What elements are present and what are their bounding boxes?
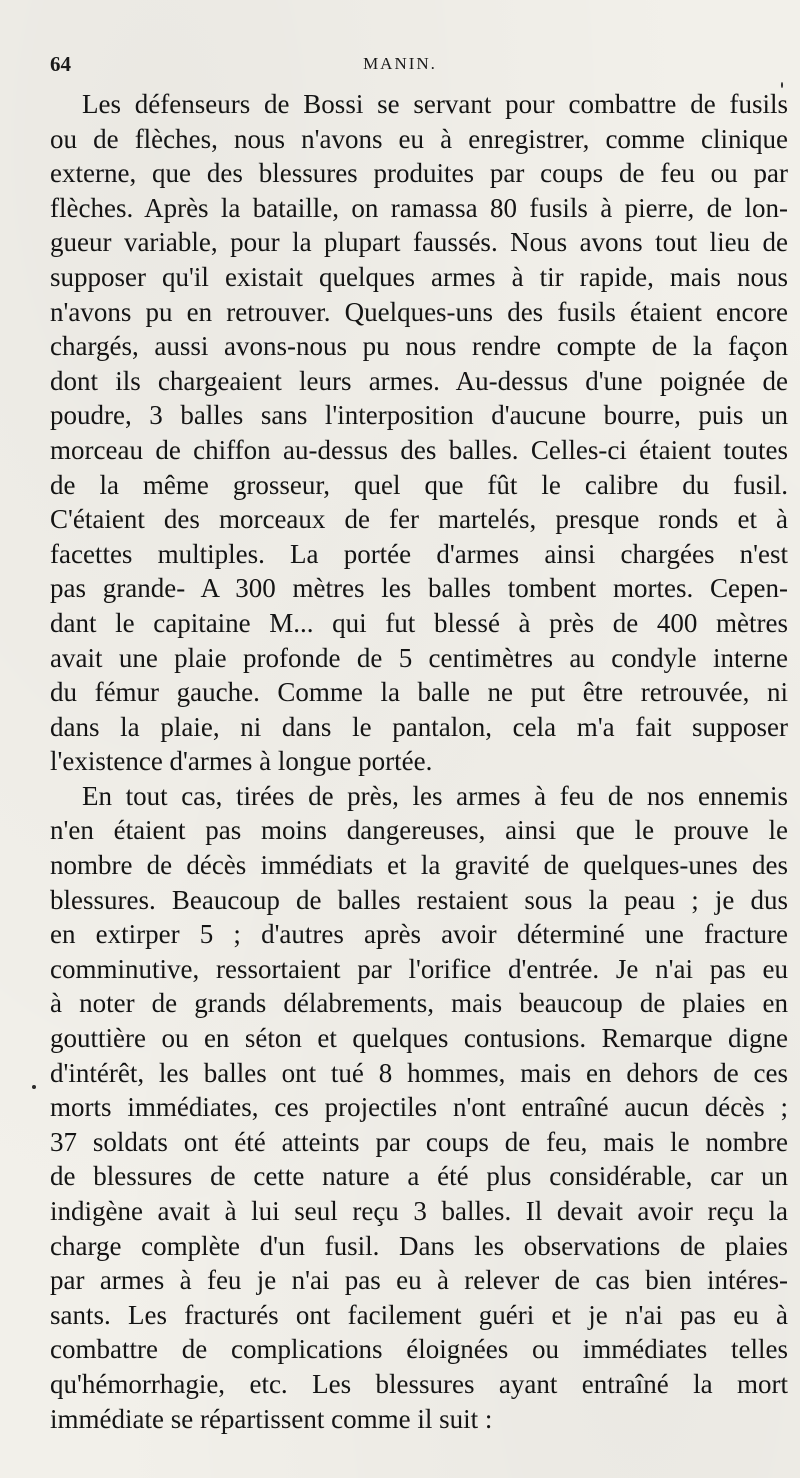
text-line: qu'hémorrhagie, etc. Les blessures ayant entraîné la mort: [50, 1368, 788, 1399]
text-line: indigène avait à lui seul reçu 3 balles. Il devait avoir reçu la: [50, 1196, 788, 1226]
text-line: de blessures de cette nature a été plus considérable, car un: [50, 1161, 788, 1192]
text-line: n'en étaient pas moins dangereuses, ainsi que le prouve le: [50, 815, 788, 846]
text-line: gueur variable, pour la plupart faussés. Nous avons tout lieu de: [50, 227, 788, 258]
text-line: d'intérêt, les balles ont tué 8 hommes, mais en dehors de ces: [50, 1057, 788, 1088]
text-line: externe, que des blessures produites par coups de feu ou par: [50, 158, 788, 189]
text-line: poudre, 3 balles sans l'interposition d'aucune bourre, puis un: [50, 400, 788, 431]
text-line: morceau de chiffon au-dessus des balles. Celles-ci étaient toutes: [50, 434, 788, 465]
paragraph-end-line: l'existence d'armes à longue portée.: [50, 746, 433, 777]
text-line: charge complète d'un fusil. Dans les observations de plaies: [50, 1230, 788, 1261]
text-line: ou de flèches, nous n'avons eu à enregistrer, comme clinique: [50, 123, 788, 154]
body-text: [50, 87, 788, 1436]
paragraph-end-line: immédiate se répartissent comme il suit :: [50, 1403, 493, 1434]
text-line: 37 soldats ont été atteints par coups de feu, mais le nombre: [50, 1126, 788, 1157]
text-line: dans la plaie, ni dans le pantalon, cela m'a fait supposer: [50, 711, 788, 742]
scan-speck: [781, 82, 783, 88]
text-line: morts immédiates, ces projectiles n'ont entraîné aucun décès ;: [50, 1092, 788, 1123]
text-line: sants. Les fracturés ont facilement guéri et je n'ai pas eu à: [50, 1299, 788, 1330]
page-number: 64: [50, 52, 71, 76]
text-line: Les défenseurs de Bossi se servant pour combattre de fusils: [82, 89, 788, 119]
text-line: nombre de décès immédiats et la gravité de quelques-unes des: [50, 850, 788, 881]
text-line: n'avons pu en retrouver. Quelques-uns des fusils étaient encore: [50, 296, 788, 327]
text-line: dant le capitaine M... qui fut blessé à près de 400 mètres: [50, 607, 788, 638]
text-line: du fémur gauche. Comme la balle ne put être retrouvée, ni: [50, 677, 788, 708]
text-line: chargés, aussi avons-nous pu nous rendre compte de la façon: [50, 331, 788, 362]
running-title: MANIN.: [363, 54, 437, 73]
text-line: C'étaient des morceaux de fer martelés, presque ronds et à: [50, 504, 788, 535]
text-line: avait une plaie profonde de 5 centimètres au condyle interne: [50, 642, 788, 673]
text-line: gouttière ou en séton et quelques contusions. Remarque digne: [50, 1023, 788, 1054]
text-line: supposer qu'il existait quelques armes à tir rapide, mais nous: [50, 261, 788, 292]
text-line: par armes à feu je n'ai pas eu à relever de cas bien intéres-: [50, 1265, 788, 1296]
text-line: pas grande- A 300 mètres les balles tombent mortes. Cepen-: [50, 573, 788, 604]
scan-speck: [32, 1085, 36, 1089]
text-line: de la même grosseur, quel que fût le calibre du fusil.: [50, 469, 788, 500]
text-line: combattre de complications éloignées ou immédiates telles: [50, 1334, 788, 1365]
text-line: en extirper 5 ; d'autres après avoir déterminé une fracture: [50, 919, 788, 950]
text-line: flèches. Après la bataille, on ramassa 80 fusils à pierre, de lon-: [50, 192, 788, 223]
text-line: blessures. Beaucoup de balles restaient sous la peau ; je dus: [50, 884, 788, 915]
text-line: à noter de grands délabrements, mais beaucoup de plaies en: [50, 988, 788, 1019]
text-line: dont ils chargeaient leurs armes. Au-dessus d'une poignée de: [50, 365, 788, 396]
text-line: facettes multiples. La portée d'armes ainsi chargées n'est: [50, 538, 788, 569]
text-line: comminutive, ressortaient par l'orifice d'entrée. Je n'ai pas eu: [50, 953, 788, 984]
text-line: En tout cas, tirées de près, les armes à feu de nos ennemis: [82, 780, 788, 811]
